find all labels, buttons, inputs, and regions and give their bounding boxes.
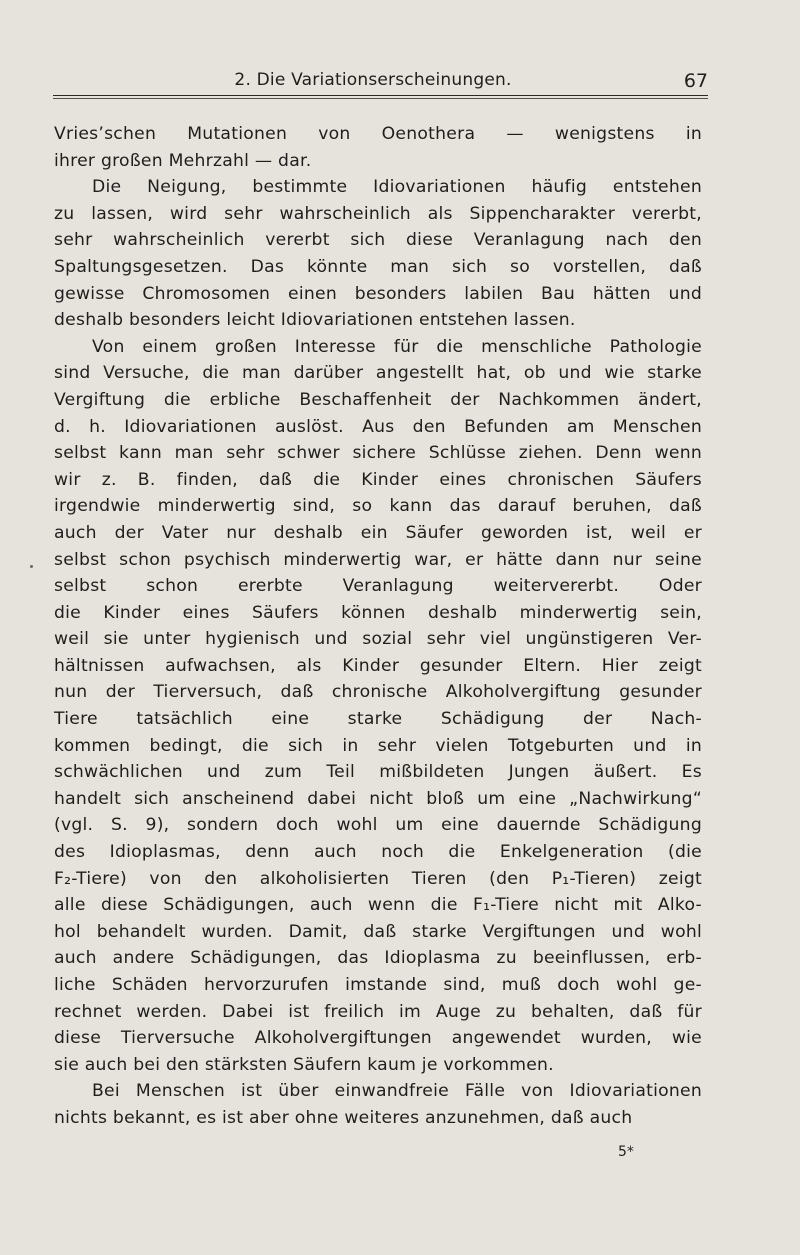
text-line: diese Tierversuche Alkoholvergiftungen angewendet wurden, wie [54, 1028, 702, 1049]
text-line: Vries’schen Mutationen von Oenothera — wenigstens in [54, 124, 702, 144]
running-title: 2. Die Variationserscheinungen. [234, 70, 512, 90]
text-line: hol behandelt wurden. Damit, daß starke Vergiftungen und wohl [54, 921, 702, 942]
text-line: deshalb besonders leicht Idiovariationen entstehen lassen. [54, 310, 576, 331]
text-line: wir z. B. finden, daß die Kinder eines chronischen Säufers [54, 469, 702, 490]
text-line: auch andere Schädigungen, das Idioplasma zu beeinflussen, erb- [54, 948, 702, 969]
body-text [54, 121, 702, 1132]
text-line: Von einem großen Interesse für die menschliche Pathologie [92, 336, 702, 357]
signature-mark: 5* [618, 1144, 634, 1160]
text-line: zu lassen, wird sehr wahrscheinlich als Sippencharakter vererbt, [54, 203, 702, 224]
text-line: auch der Vater nur deshalb ein Säufer geworden ist, weil er [54, 522, 702, 543]
header-rule [53, 95, 708, 96]
text-line: schwächlichen und zum Teil mißbildeten Jungen äußert. Es [54, 762, 702, 783]
text-line: (vgl. S. 9), sondern doch wohl um eine dauernde Schädigung [54, 815, 702, 836]
text-line: nichts bekannt, es ist aber ohne weiteres anzunehmen, daß auch [54, 1107, 633, 1128]
text-line: Die Neigung, bestimmte Idiovariationen häufig entstehen [92, 177, 702, 198]
page-number: 67 [683, 70, 708, 92]
text-line: weil sie unter hygienisch und sozial sehr viel ungünstigeren Ver- [54, 629, 702, 650]
text-line: des Idioplasmas, denn auch noch die Enkelgeneration (die [54, 842, 702, 863]
text-line: selbst schon psychisch minderwertig war, er hätte dann nur seine [54, 549, 702, 570]
text-line: selbst schon ererbte Veranlagung weitervererbt. Oder [54, 576, 702, 597]
text-line: gewisse Chromosomen einen besonders labilen Bau hätten und [54, 283, 702, 304]
text-line: F₂-Tiere) von den alkoholisierten Tieren (den P₁-Tieren) zeigt [54, 868, 702, 889]
text-line: Vergiftung die erbliche Beschaffenheit der Nachkommen ändert, [54, 389, 702, 410]
text-line: hältnissen aufwachsen, als Kinder gesunder Eltern. Hier zeigt [54, 655, 702, 676]
text-line: liche Schäden hervorzurufen imstande sind, muß doch wohl ge- [54, 975, 702, 995]
text-line: die Kinder eines Säufers können deshalb minderwertig sein, [54, 602, 702, 623]
text-line: handelt sich anscheinend dabei nicht bloß um eine „Nachwirkung“ [54, 788, 702, 809]
text-line: irgendwie minderwertig sind, so kann das darauf beruhen, daß [54, 496, 702, 517]
text-line: sind Versuche, die man darüber angestellt hat, ob und wie starke [54, 363, 702, 384]
header-rule-secondary [53, 98, 708, 99]
text-line: sie auch bei den stärksten Säufern kaum je vorkommen. [54, 1054, 554, 1075]
text-line: selbst kann man sehr schwer sichere Schlüsse ziehen. Denn wenn [54, 443, 702, 464]
text-line: Spaltungsgesetzen. Das könnte man sich so vorstellen, daß [54, 256, 702, 277]
text-line: d. h. Idiovariationen auslöst. Aus den Befunden am Menschen [54, 416, 702, 437]
text-line: alle diese Schädigungen, auch wenn die F₁-Tiere nicht mit Alko- [54, 895, 702, 916]
text-line: Tiere tatsächlich eine starke Schädigung der Nach- [54, 709, 702, 730]
text-line: Bei Menschen ist über einwandfreie Fälle von Idiovariationen [92, 1081, 702, 1102]
text-line: rechnet werden. Dabei ist freilich im Auge zu behalten, daß für [54, 1001, 702, 1022]
text-line: sehr wahrscheinlich vererbt sich diese Veranlagung nach den [54, 230, 702, 251]
margin-dot [30, 565, 33, 568]
text-line: kommen bedingt, die sich in sehr vielen Totgeburten und in [54, 735, 702, 756]
text-line: ihrer großen Mehrzahl — dar. [54, 150, 312, 171]
page-header [53, 64, 708, 94]
text-line: nun der Tierversuch, daß chronische Alkoholvergiftung gesunder [54, 682, 702, 703]
